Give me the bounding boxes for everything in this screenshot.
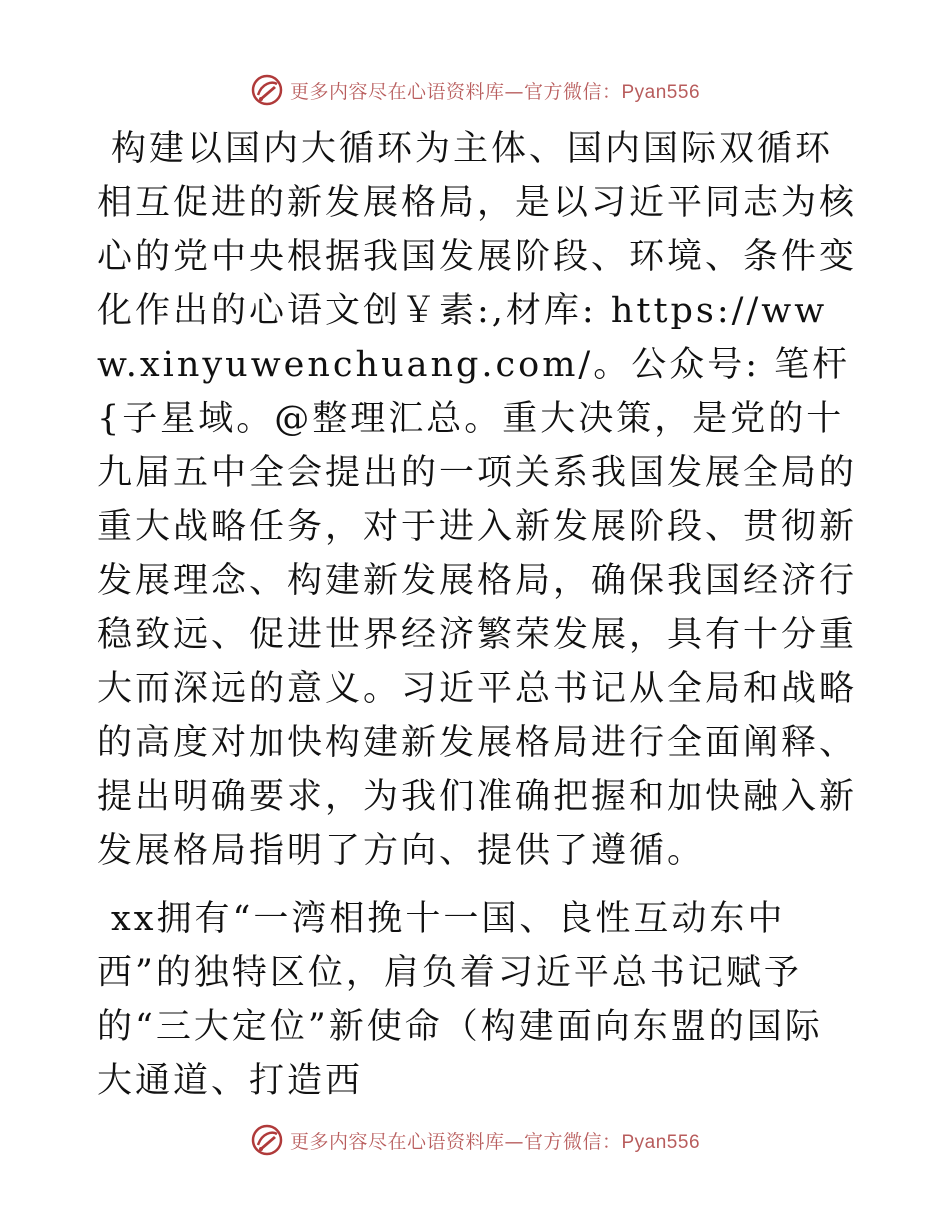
watermark-label: 更多内容尽在心语资料库—官方微信： [289, 80, 622, 103]
paragraph-1 [97, 122, 857, 878]
document-body [97, 122, 857, 1108]
paragraph-2-text: xx拥有“一湾相挽十一国、良性互动东中西”的独特区位，肩负着习近平总书记赋予的“三大定位”新使命（构建面向东盟的国际大通道、打造西 [97, 899, 823, 1101]
pen-logo-icon [250, 1123, 284, 1157]
paragraph-1-text: 构建以国内大循环为主体、国内国际双循环相互促进的新发展格局，是以习近平同志为核心的党中央根据我国发展阶段、环境、条件变化作出的心语文创￥素:,材库: https://www.xinyuwenchuang.com/。公众号: 笔杆{子星域。@整理汇总。重大决策，是党的十九届五中全会提出的一项关系我国发展全局的重大战略任务，对于进入新发展阶段、贯彻新发展理念、构建新发展格局，确保我国经济行稳致远、促进世界经济繁荣发展，具有十分重大而深远的意义。习近平总书记从全局和战略的高度对加快构建新发展格局进行全面阐释、提出明确要求，为我们准确把握和加快融入新发展格局指明了方向、提供了遵循。 [97, 129, 858, 871]
header-watermark [0, 70, 950, 110]
watermark-wechat-id: Pyan556 [621, 1131, 701, 1153]
paragraph-2 [97, 892, 857, 1108]
watermark-label: 更多内容尽在心语资料库—官方微信： [289, 1130, 622, 1153]
watermark-text [290, 77, 700, 104]
watermark-wechat-id: Pyan556 [621, 81, 701, 103]
watermark-text [290, 1127, 700, 1154]
footer-watermark [0, 1120, 950, 1160]
pen-logo-icon [250, 73, 284, 107]
